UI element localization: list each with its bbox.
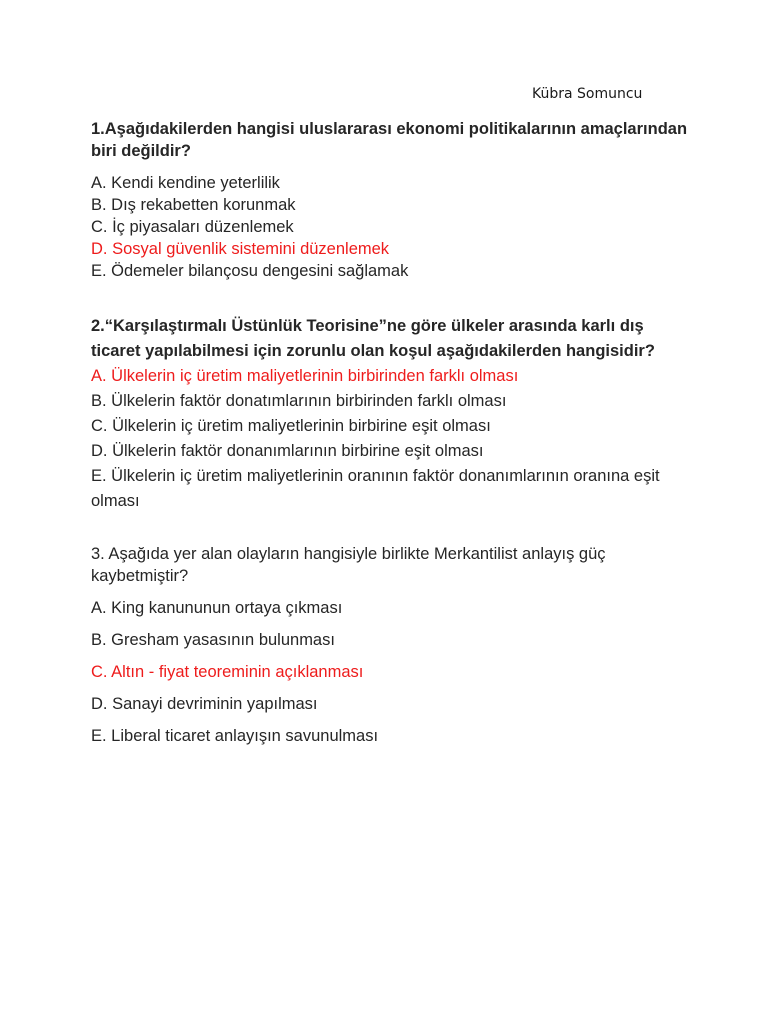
quiz-content: [91, 118, 691, 757]
option-3a: A. King kanununun ortaya çıkması: [91, 599, 343, 617]
question-1-text: 1.Aşağıdakilerden hangisi uluslararası ekonomi politikalarının amaçlarından biri değildir?: [91, 120, 688, 160]
option-1b: B. Dış rekabetten korunmak: [91, 196, 296, 214]
question-2-options: [91, 364, 691, 514]
option-3b: B. Gresham yasasının bulunması: [91, 631, 335, 649]
option-3c-correct: C. Altın - fiyat teoreminin açıklanması: [91, 663, 364, 681]
option-2c: C. Ülkelerin iç üretim maliyetlerinin birbirine eşit olması: [91, 417, 491, 435]
option-1a: A. Kendi kendine yeterlilik: [91, 174, 280, 192]
question-2-text: 2.“Karşılaştırmalı Üstünlük Teorisine”ne göre ülkeler arasında karlı dış ticaret yapılabilmesi için zorunlu olan koşul aşağıdakilerden hangisidir?: [91, 317, 655, 360]
question-3: [91, 543, 691, 747]
option-1c: C. İç piyasaları düzenlemek: [91, 218, 294, 236]
option-2d: D. Ülkelerin faktör donanımlarının birbirine eşit olması: [91, 442, 484, 460]
option-3d: D. Sanayi devriminin yapılması: [91, 695, 318, 713]
option-1e: E. Ödemeler bilançosu dengesini sağlamak: [91, 262, 409, 280]
option-2a-correct: A. Ülkelerin iç üretim maliyetlerinin birbirinden farklı olması: [91, 367, 519, 385]
option-1d-correct: D. Sosyal güvenlik sistemini düzenlemek: [91, 240, 390, 258]
author-name: Kübra Somuncu: [532, 86, 643, 102]
option-2e: E. Ülkelerin iç üretim maliyetlerinin oranının faktör donanımlarının oranına eşit olması: [91, 467, 660, 510]
question-1-options: [91, 172, 691, 282]
option-2b: B. Ülkelerin faktör donatımlarının birbirinden farklı olması: [91, 392, 507, 410]
option-3e: E. Liberal ticaret anlayışın savunulması: [91, 727, 379, 745]
question-3-text: 3. Aşağıda yer alan olayların hangisiyle birlikte Merkantilist anlayış güç kaybetmiştir?: [91, 545, 606, 585]
question-3-options: [91, 597, 691, 747]
question-2: [91, 314, 691, 514]
question-1: [91, 118, 691, 282]
